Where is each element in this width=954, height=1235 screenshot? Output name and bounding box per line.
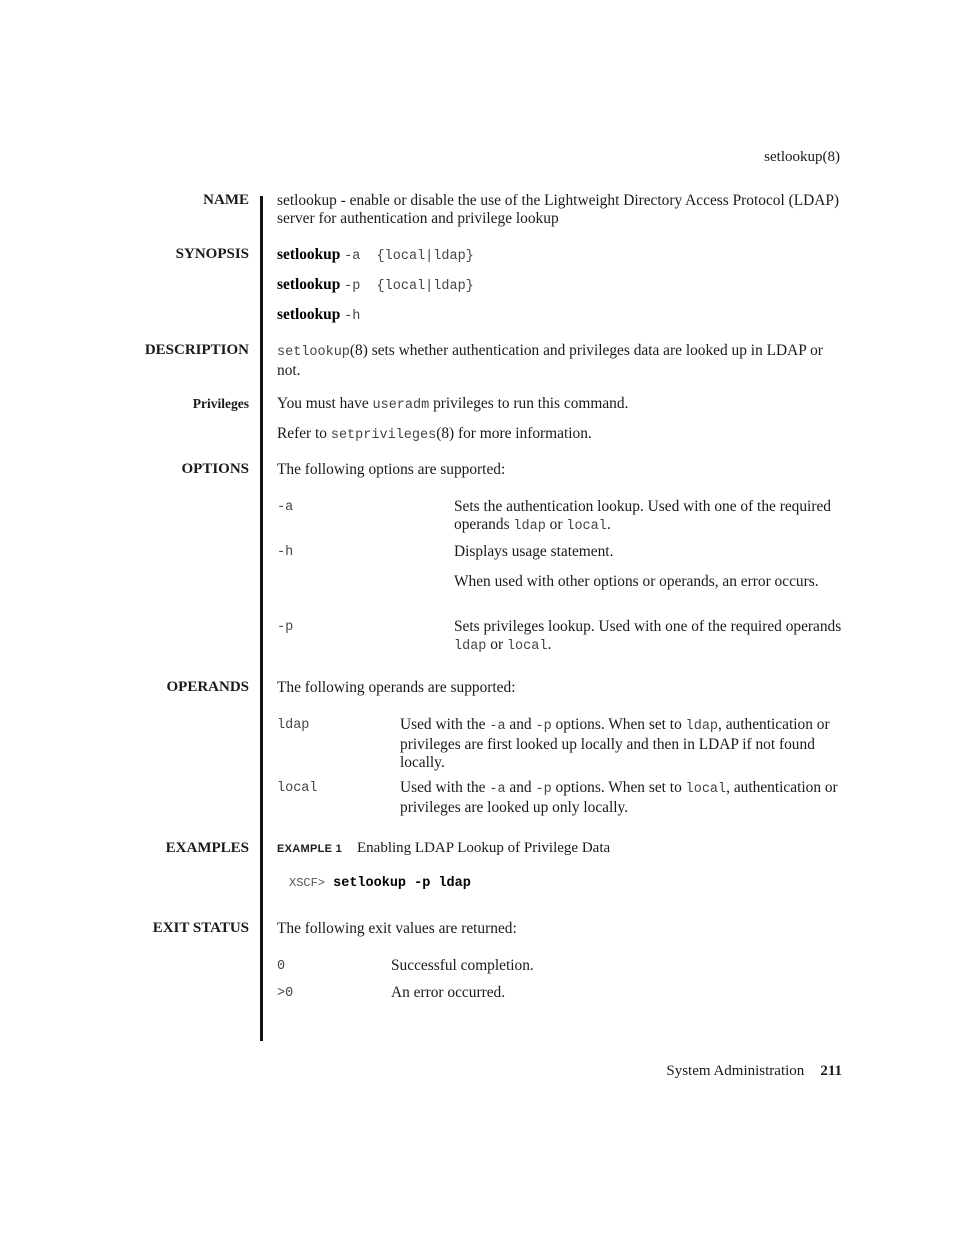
section-label-privileges: Privileges (192, 396, 249, 411)
operand-description (400, 716, 850, 772)
operand-term: ldap (277, 718, 310, 733)
operands-intro: The following operands are supported: (277, 679, 516, 696)
option-description (454, 498, 844, 536)
text-run: or (486, 636, 507, 653)
section-label-description: DESCRIPTION (144, 342, 249, 358)
options-intro: The following options are supported: (277, 461, 506, 478)
exit-code: 0 (277, 959, 286, 974)
shell-command: setlookup -p ldap (333, 876, 471, 891)
privileges-line-1 (277, 395, 847, 415)
synopsis-line (277, 246, 847, 266)
text-run: . (547, 636, 552, 653)
text-run: Refer to (277, 425, 331, 442)
section-label-options: OPTIONS (181, 461, 249, 477)
synopsis-command: setlookup (277, 306, 341, 323)
code-example (289, 876, 471, 891)
synopsis-line (277, 276, 847, 296)
description-text (277, 342, 847, 380)
section-label-exit-status: EXIT STATUS (152, 920, 249, 936)
text-run: , authentication or privileges are looked up only locally. (400, 779, 838, 816)
text-run: options. When set to (551, 779, 686, 796)
inline-code: local (566, 519, 607, 534)
section-label-synopsis: SYNOPSIS (175, 246, 249, 262)
synopsis-args: -h (344, 309, 361, 324)
text-run: . (606, 516, 611, 533)
section-label-examples: EXAMPLES (165, 840, 249, 856)
inline-code: local (685, 782, 727, 797)
text-run: and (505, 779, 536, 796)
example-title: Enabling LDAP Lookup of Privilege Data (357, 840, 611, 856)
operand-description (400, 779, 850, 817)
example-label: EXAMPLE 1 (277, 843, 343, 855)
section-label-name: NAME (203, 192, 249, 208)
inline-code: -p (535, 782, 552, 797)
vertical-rule (260, 196, 263, 1041)
exit-description: An error occurred. (391, 984, 506, 1001)
shell-prompt: XSCF> (289, 876, 326, 890)
exit-description: Successful completion. (391, 957, 534, 974)
inline-code: setprivileges (330, 428, 437, 443)
inline-code: -a (489, 719, 506, 734)
text-run: options. When set to (551, 716, 686, 733)
option-description: Displays usage statement. (454, 543, 614, 560)
synopsis-line (277, 306, 847, 326)
text-run: You must have (277, 395, 373, 412)
inline-code: ldap (454, 639, 487, 654)
inline-code: ldap (685, 719, 719, 734)
footer-section: System Administration (666, 1063, 805, 1079)
text-run: or (545, 516, 567, 533)
text-run: and (505, 716, 536, 733)
option-description-note: When used with other options or operands, an error occurs. (454, 573, 819, 590)
exit-status-intro: The following exit values are returned: (277, 920, 517, 937)
text-run: (8) for more information. (436, 425, 592, 442)
inline-code: ldap (513, 519, 546, 534)
running-head: setlookup(8) (764, 149, 840, 165)
page-number: 211 (820, 1063, 842, 1079)
description-code: setlookup (277, 345, 350, 360)
inline-code: local (506, 639, 548, 654)
option-description (454, 618, 844, 656)
text-run: privileges to run this command. (429, 395, 629, 412)
text-run: Sets the authentication lookup. Used with one of the required operands (454, 498, 831, 533)
operand-term: local (277, 781, 318, 796)
inline-code: -a (489, 782, 506, 797)
name-text: setlookup - enable or disable the use of the Lightweight Directory Access Protocol (LDAP) server for authentication and privilege lookup (277, 192, 840, 227)
synopsis-command: setlookup (277, 276, 341, 293)
text-run: , authentication or privileges are first looked up locally and then in LDAP if not found locally. (400, 716, 830, 771)
inline-code: -p (535, 719, 552, 734)
inline-code: useradm (372, 398, 430, 413)
synopsis-args: -a {local|ldap} (344, 249, 474, 264)
synopsis-command: setlookup (277, 246, 341, 263)
section-label-operands: OPERANDS (166, 679, 249, 695)
option-term: -p (277, 620, 294, 635)
description-body: (8) sets whether authentication and privileges data are looked up in LDAP or not. (277, 342, 823, 379)
privileges-line-2 (277, 425, 847, 445)
text-run: Sets privileges lookup. Used with one of the required operands (454, 618, 842, 635)
exit-code: >0 (277, 986, 294, 1001)
text-run: Used with the (400, 779, 490, 796)
option-term: -a (277, 500, 294, 515)
synopsis-args: -p {local|ldap} (344, 279, 474, 294)
page-footer (666, 1063, 842, 1080)
text-run: Used with the (400, 716, 490, 733)
option-term: -h (277, 545, 294, 560)
